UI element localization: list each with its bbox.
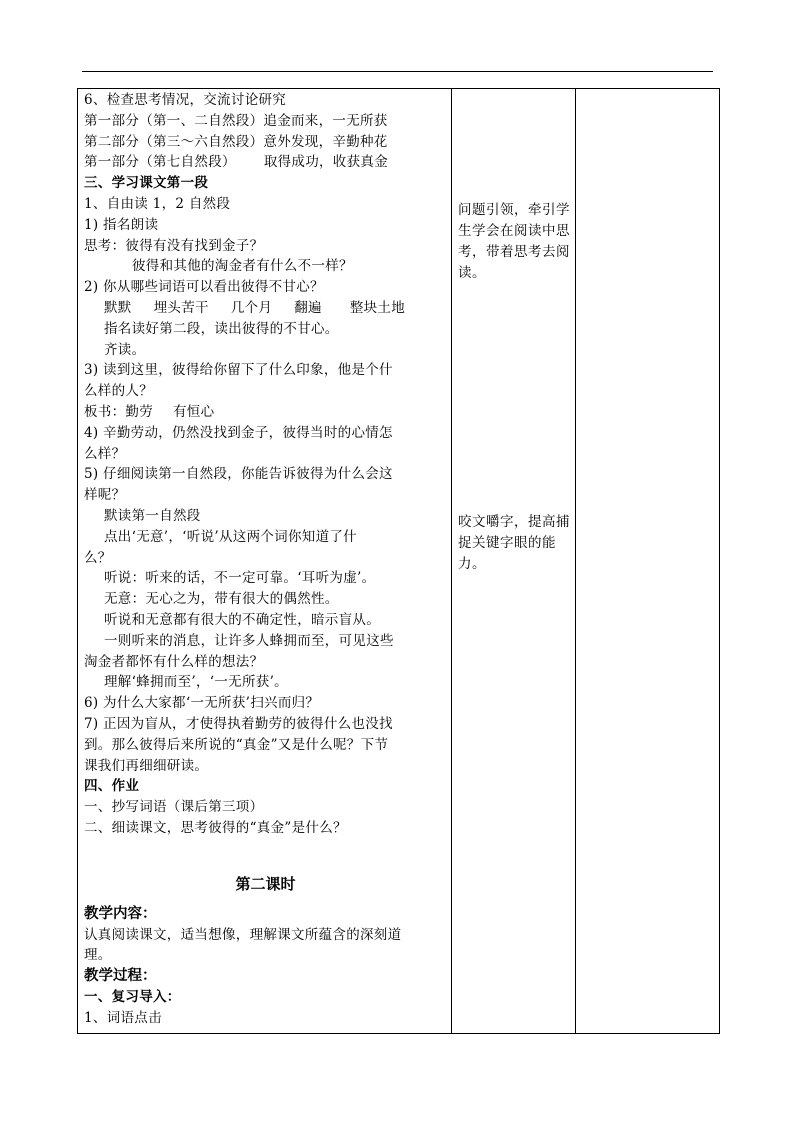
text-line: 2) 你从哪些词语可以看出彼得不甘心？: [84, 279, 324, 296]
text-line: 到。那么彼得后来所说的“真金”又是什么呢？下节: [84, 736, 389, 753]
text-line: 7) 正因为盲从，才使得执着勤劳的彼得什么也没找: [84, 715, 393, 732]
design-note: 咬文嚼字，提高捕捉关键字眼的能力。: [458, 514, 570, 572]
text-line: 一、抄写词语（课后第三项）: [84, 799, 264, 816]
lesson-plan-table: [77, 88, 720, 1034]
text-line: 么样的人？: [84, 383, 153, 400]
text-line: 听说：听来的话，不一定可靠。‘耳听为虚’。: [104, 570, 376, 587]
text-line: 淘金者都怀有什么样的想法？: [84, 653, 264, 670]
text-line: 么？: [84, 549, 112, 566]
blackboard-line: 板书：勤劳 有恒心: [84, 403, 215, 420]
text-line: 1) 指名朗读: [84, 216, 159, 233]
text-line: 彼得和其他的淘金者有什么不一样？: [132, 258, 353, 275]
teaching-process-cell: [78, 89, 452, 1034]
text-line: 理解‘蜂拥而至’，‘一无所获’。: [104, 674, 288, 691]
text-line: 3) 读到这里，彼得给你留下了什么印象，他是个什: [84, 362, 393, 379]
text-line: 理。: [84, 947, 112, 964]
text-line: 无意：无心之为，带有很大的偶然性。: [104, 591, 339, 608]
text-line: 点出‘无意’，‘听说’从这两个词你知道了什: [104, 528, 357, 545]
text-line: 一则听来的消息，让许多人蜂拥而至，可见这些: [104, 632, 394, 649]
text-line: 6) 为什么大家都‘一无所获’扫兴而归？: [84, 695, 320, 712]
text-line: 第一部分（第一、二自然段）追金而来，一无所获: [84, 112, 388, 129]
reflection-cell: [576, 89, 720, 1034]
text-line: 默读第一自然段: [104, 507, 201, 524]
lesson-title: 第二课时: [235, 874, 296, 893]
text-line: 思考：彼得有没有找到金子？: [84, 237, 264, 254]
word-list: 默默 埋头苦干 几个月 翻遍 整块土地: [104, 299, 406, 316]
design-note: 问题引领，牵引学生学会在阅读中思考，带着思考去阅读。: [458, 202, 570, 281]
text-line: 第二部分（第三～六自然段）意外发现，辛勤种花: [84, 133, 388, 150]
section-heading: 一、复习导入：: [84, 989, 181, 1006]
text-line: 第一部分（第七自然段） 取得成功，收获真金: [84, 154, 389, 171]
section-heading: 教学内容：: [84, 905, 157, 922]
header-rule: [82, 71, 713, 72]
text-line: 4) 辛勤劳动，仍然没找到金子，彼得当时的心情怎: [84, 424, 393, 441]
section-heading: 教学过程：: [84, 968, 157, 985]
text-line: 样呢？: [84, 487, 126, 504]
text-line: 指名读好第二段，读出彼得的不甘心。: [104, 320, 339, 337]
section-heading: 三、学习课文第一段: [84, 175, 209, 192]
text-line: 听说和无意都有很大的不确定性，暗示盲从。: [104, 611, 380, 628]
text-line: 二、细读课文，思考彼得的“真金”是什么？: [84, 819, 347, 836]
text-line: 课我们再细细研读。: [84, 757, 209, 774]
text-line: 1、自由读 1，2 自然段: [84, 195, 231, 212]
text-line: 5) 仔细阅读第一自然段，你能告诉彼得为什么会这: [84, 466, 393, 483]
text-line: 6、检查思考情况，交流讨论研究: [84, 92, 287, 108]
text-line: 1、词语点击: [84, 1010, 162, 1027]
text-line: 齐读。: [104, 341, 146, 358]
section-heading: 四、作业: [84, 778, 140, 795]
text-line: 么样？: [84, 445, 126, 462]
text-line: 认真阅读课文，适当想像，理解课文所蕴含的深刻道: [84, 926, 402, 943]
